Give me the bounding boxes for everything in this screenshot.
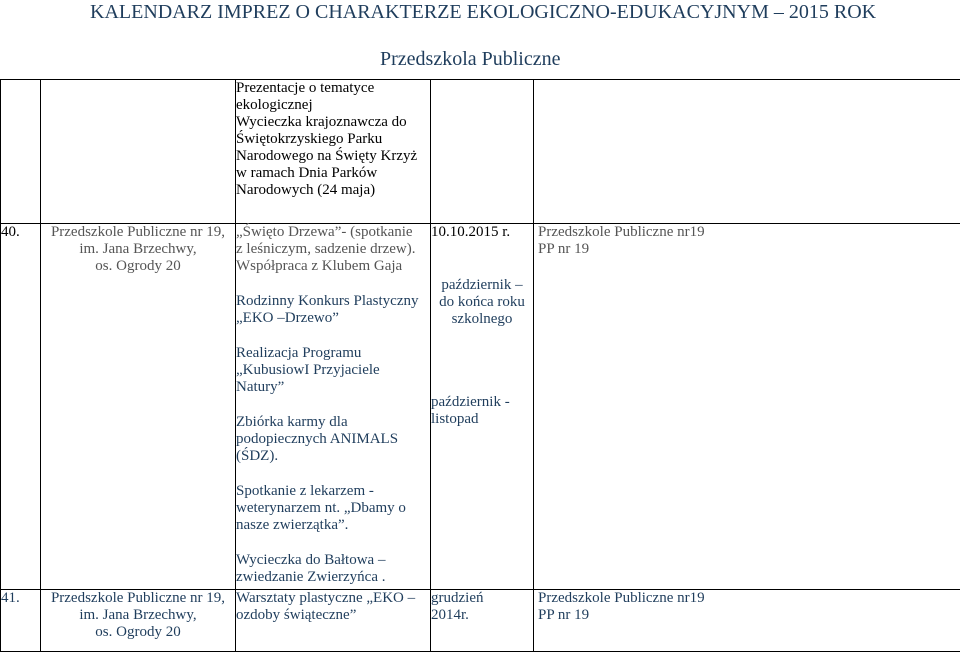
event-line: Natury” [236,379,285,395]
institution-line: Przedszkole Publiczne nr 19, [50,224,226,240]
date-value: 10.10.2015 r. [431,224,511,240]
event-line: w ramach Dnia Parków [236,165,378,181]
organizer-line: PP nr 19 [538,241,590,257]
institution-line: Przedszkole Publiczne nr 19, [50,590,226,606]
institution-line: im. Jana Brzechwy, [79,241,197,257]
event-list [236,293,430,586]
page-title: KALENDARZ IMPREZ O CHARAKTERZE EKOLOGICZNO-EDUKACYJNYM – 2015 ROK [90,1,877,23]
event-line: Narodowych (24 maja) [236,182,376,198]
section-title: Przedszkola Publiczne [380,48,561,70]
events-table [0,79,960,652]
row-number: 40. [1,224,41,590]
institution-cell [41,224,236,590]
event-line: ozdoby świąteczne” [236,607,357,623]
institution-line: os. Ogrody 20 [95,258,181,274]
event-line: (ŚDZ). [236,448,279,464]
organizer-cell [534,590,960,652]
event-line: „KubusiowI Przyjaciele [236,362,380,378]
organizer-cell [534,224,960,590]
institution-line: os. Ogrody 20 [95,624,181,640]
date-cell [431,80,534,224]
institution-line: im. Jana Brzechwy, [79,607,197,623]
event-line: Świętokrzyskiego Parku [236,131,383,147]
institution-cell [41,80,236,224]
event-line: Współpraca z Klubem Gaja [236,258,403,274]
event-line: „Święto Drzewa”- (spotkanie [236,224,413,240]
no-cell [1,80,41,224]
event-line: nasze zwierzątka”. [236,517,349,533]
event-line: Spotkanie z lekarzem - [236,483,374,499]
date-line: szkolnego [451,311,513,327]
date-line: 2014r. [431,607,469,623]
date-line: grudzień [431,590,484,606]
event-line: Zbiórka karmy dla [236,414,348,430]
table-row-continued [1,80,960,224]
date-line: październik – [441,277,523,293]
event-cell [236,224,431,590]
table-row-41 [1,590,960,652]
organizer-cell [534,80,960,224]
event-line: Wycieczka krajoznawcza do [236,114,407,130]
institution-cell [41,590,236,652]
event-line: Warsztaty plastyczne „EKO – [236,590,416,606]
date-line: do końca roku [439,294,525,310]
event-line: ekologicznej [236,97,313,113]
event-line: Narodowego na Święty Krzyż [236,148,418,164]
row-number: 41. [1,590,41,652]
event-line: podopiecznych ANIMALS [236,431,399,447]
organizer-line: Przedszkole Publiczne nr19 [538,224,705,240]
event-line: weterynarzem nt. „Dbamy o [236,500,406,516]
event-line: zwiedzanie Zwierzyńca . [236,569,386,585]
event-cell [236,590,431,652]
event-line: Wycieczka do Bałtowa – [236,552,386,568]
event-line: „EKO –Drzewo” [236,310,339,326]
event-line: Realizacja Programu [236,345,362,361]
date-line: październik - [431,394,510,410]
date-line: listopad [431,411,479,427]
organizer-line: PP nr 19 [538,607,590,623]
date-cell [431,224,534,590]
event-line: Rodzinny Konkurs Plastyczny [236,293,419,309]
date-cell [431,590,534,652]
event-cell [236,80,431,224]
event-line: Prezentacje o tematyce [236,80,375,96]
event-line: z leśniczym, sadzenie drzew). [236,241,416,257]
table-row-40 [1,224,960,590]
organizer-line: Przedszkole Publiczne nr19 [538,590,705,606]
